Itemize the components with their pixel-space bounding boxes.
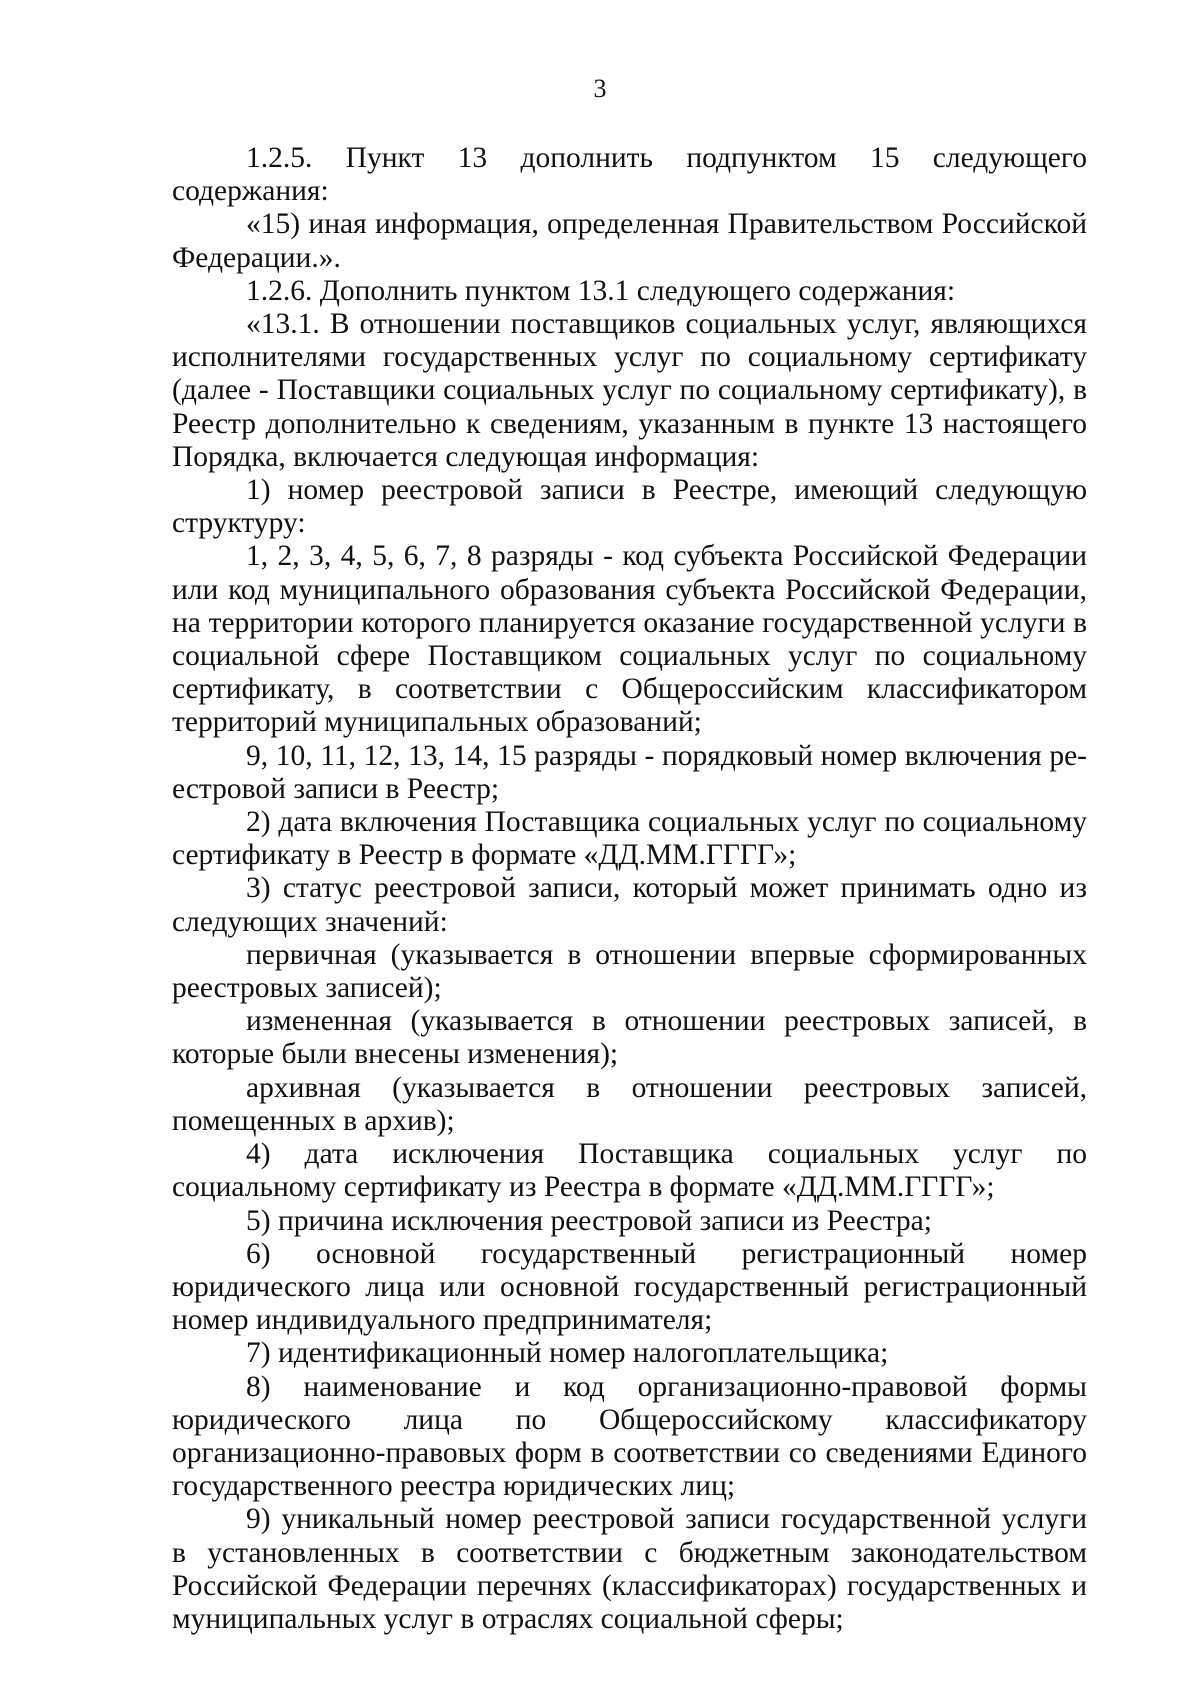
paragraph: 6) основной государственный регистрационный номер юридического лица или основной государственный регистрационный номер индивидуального предпринимателя; [172,1237,1087,1337]
paragraph: 3) статус реестровой записи, который может принимать одно из следующих значений: [172,872,1087,938]
paragraph: 7) идентификационный номер налогоплательщика; [246,1337,889,1370]
paragraph: первичная (указывается в отношении впервые сформированных реестровых записей); [172,938,1087,1005]
paragraph: 9, 10, 11, 12, 13, 14, 15 разряды - порядковый номер включения реестровой записи в Реестр; [172,739,1087,805]
paragraph: 1.2.6. Дополнить пунктом 13.1 следующего содержания: [246,274,956,307]
paragraph: архивная (указывается в отношении реестровых записей, помещенных в архив); [172,1071,1087,1137]
paragraph: «15) иная информация, определенная Правительством Российской Федерации.». [172,208,1087,274]
paragraph: 5) причина исключения реестровой записи из Реестра; [246,1204,932,1237]
paragraph: 1) номер реестровой записи в Реестре, имеющий следующую структуру: [172,474,1087,540]
document-body [172,142,1087,1636]
paragraph: «13.1. В отношении поставщиков социальных услуг, являющихся исполнителями государственных услуг по социальному сертификату (далее - Поставщики социальных услуг по социальному сертификату), в Реестр дополнительно к сведениям, указанным в пункте 13 настоящего Порядка, включается следующая информация: [172,308,1087,473]
paragraph: измененная (указывается в отношении реестровых записей, в которые были внесены изменения); [172,1005,1087,1071]
paragraph: 1, 2, 3, 4, 5, 6, 7, 8 разряды - код субъекта Российской Федерации или код муниципального образования субъекта Российской Федерации, на территории которого планируется оказание государственной услуги в социальной сфере Поставщиком социальных услуг по социальному сертификату, в соответствии с Общероссийским классификатором территорий муниципальных образований; [172,540,1087,739]
page-number: 3 [593,74,607,103]
paragraph: 1.2.5. Пункт 13 дополнить подпунктом 15 следующего содержания: [172,142,1087,208]
paragraph: 8) наименование и код организационно-правовой формы юридического лица по Общероссийскому классификатору организационно-правовых форм в соответствии со сведениями Единого государственного реестра юридических лиц; [172,1370,1087,1503]
paragraph: 4) дата исключения Поставщика социальных услуг по социальному сертификату из Реестра в формате «ДД.ММ.ГГГГ»; [172,1138,1087,1204]
paragraph: 2) дата включения Поставщика социальных услуг по социальному сертификату в Реестр в формате «ДД.ММ.ГГГГ»; [172,806,1087,872]
paragraph: 9) уникальный номер реестровой записи государственной услуги в установленных в соответствии с бюджетным законодательством Российской Федерации перечнях (классификаторах) государственных и муниципальных услуг в отраслях социальной сферы; [172,1503,1087,1635]
